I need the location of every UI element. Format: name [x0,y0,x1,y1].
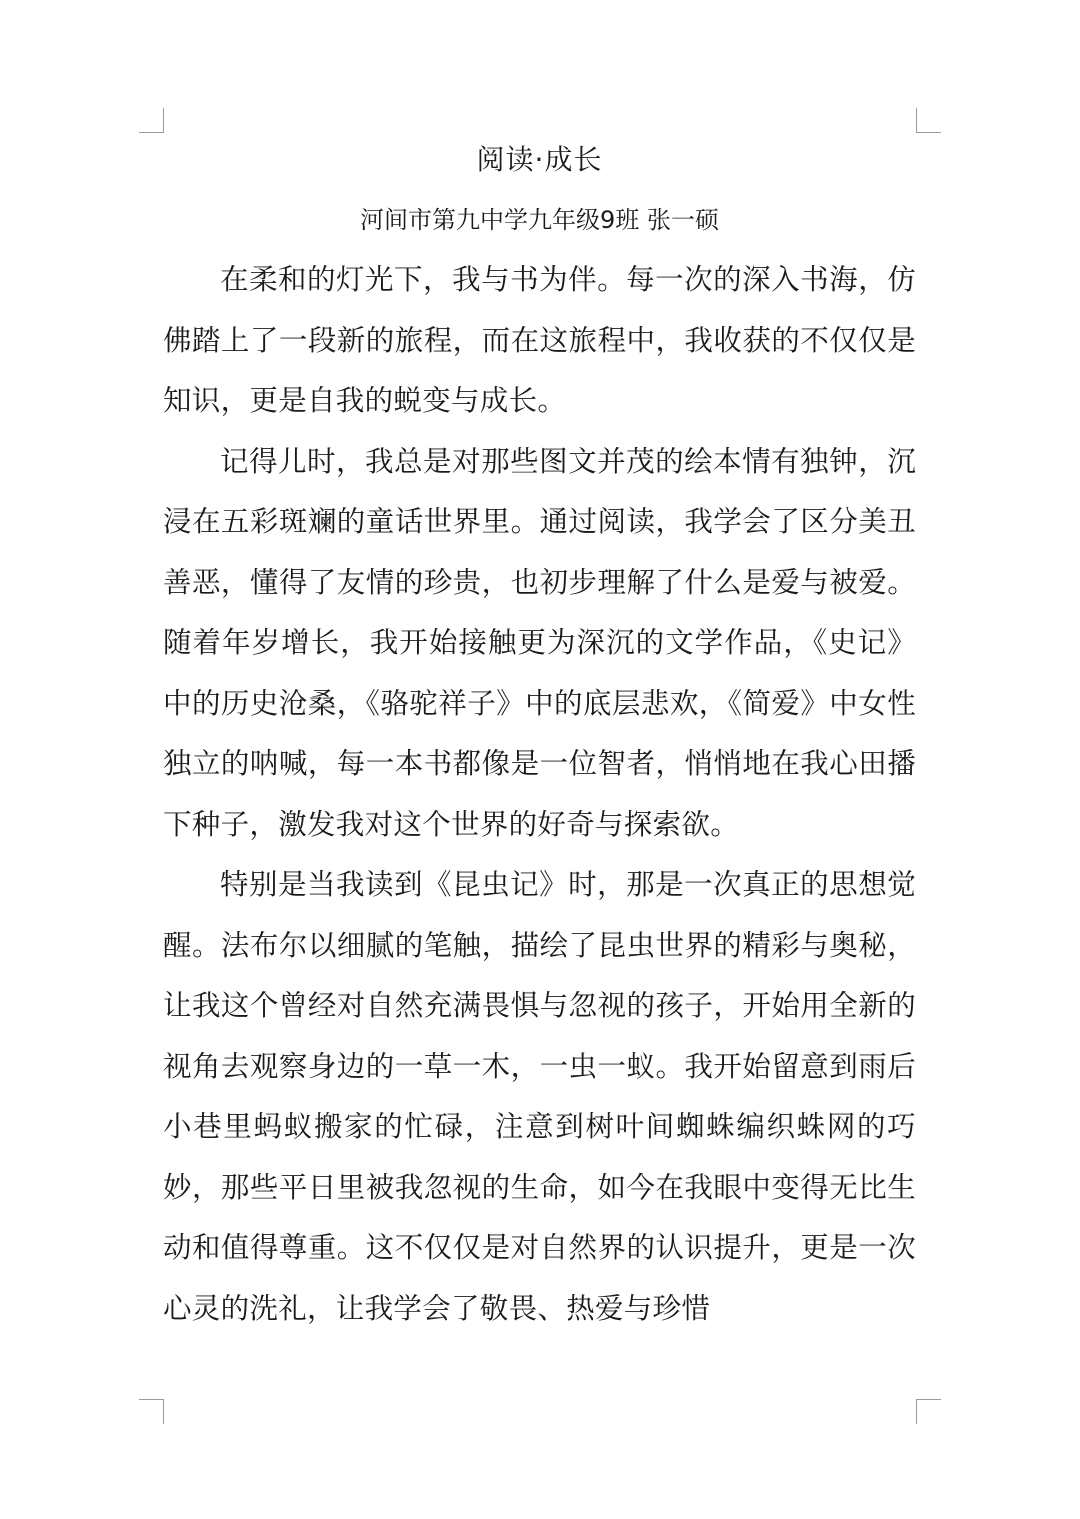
document-body[interactable] [163,130,916,1339]
margin-corner-bottom-right [916,1399,941,1424]
margin-corner-top-left [139,108,164,133]
margin-corner-bottom-left [139,1399,164,1424]
document-title: 阅读·成长 [476,143,603,176]
margin-corner-top-right [916,108,941,133]
paragraph-2: 记得儿时，我总是对那些图文并茂的绘本情有独钟，沉浸在五彩斑斓的童话世界里。通过阅读，我学会了区分美丑善恶，懂得了友情的珍贵，也初步理解了什么是爱与被爱。随着年岁增长，我开始接触更为深沉的文学作品，《史记》中的历史沧桑，《骆驼祥子》中的底层悲欢，《简爱》中女性独立的呐喊，每一本书都像是一位智者，悄悄地在我心田播下种子，激发我对这个世界的好奇与探索欲。 [163,444,916,841]
paragraph-1: 在柔和的灯光下，我与书为伴。每一次的深入书海，仿佛踏上了一段新的旅程，而在这旅程中，我收获的不仅仅是知识，更是自我的蜕变与成长。 [163,263,916,417]
paragraph-3: 特别是当我读到《昆虫记》时，那是一次真正的思想觉醒。法布尔以细腻的笔触，描绘了昆虫世界的精彩与奥秘，让我这个曾经对自然充满畏惧与忽视的孩子，开始用全新的视角去观察身边的一草一木，一虫一蚁。我开始留意到雨后小巷里蚂蚁搬家的忙碌，注意到树叶间蜘蛛编织蛛网的巧妙，那些平日里被我忽视的生命，如今在我眼中变得无比生动和值得尊重。这不仅仅是对自然界的认识提升，更是一次心灵的洗礼，让我学会了敬畏、热爱与珍惜 [163,868,916,1325]
document-author: 河间市第九中学九年级9班 张一硕 [360,206,719,234]
